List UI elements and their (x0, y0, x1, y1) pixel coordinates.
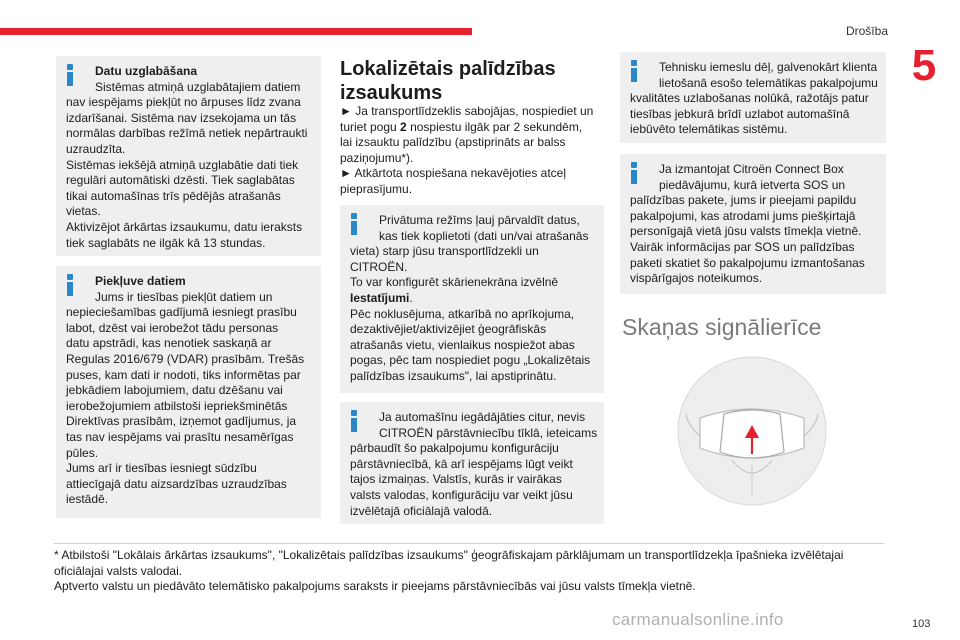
info-icon (66, 64, 74, 84)
text-line: tikai automašīnas trīs pēdējās atrašanās (66, 188, 281, 203)
info-icon (66, 274, 74, 294)
header-accent-bar (0, 28, 472, 35)
text-line: vieta) starp jūsu transportlīdzekli un (350, 244, 539, 259)
text-line: attiecīgajā datu aizsardzības uzraudzības (66, 476, 287, 491)
text-line: pārbaudīt šo pakalpojumu konfigurāciju (350, 441, 559, 456)
heading-horn: Skaņas signālierīce (622, 314, 822, 340)
text-line: uzraudzīta. (66, 141, 126, 156)
text-line: Regulas 2016/679 (VDAR) prasībām. Trešās (66, 351, 305, 366)
text-line: tajos izmaiņas. Valstīs, kurās ir vairākas (350, 472, 562, 487)
text-line: normālas darbības režīmā netiek nepārtraukti (66, 126, 308, 141)
info-box-data-access (56, 266, 321, 518)
info-icon (630, 162, 638, 182)
text-line: Tehnisku iemeslu dēļ, galvenokārt klienta (659, 60, 878, 74)
text-line: puses, kam dati ir nodoti, tiks informētas par (66, 367, 301, 382)
text-line: Privātuma režīms ļauj pārvaldīt datus, (379, 213, 580, 227)
text-line: personīgajā vietā jūsu valsts tīmekļa vietnē. (630, 224, 862, 239)
text-line: pogas, pēc tam nospiediet pogu „Lokalizētais (350, 353, 591, 368)
box-title: Piekļuve datiem (95, 274, 186, 288)
info-box-privacy-mode (340, 205, 604, 393)
text-line: tas nav iespējams vai prasītu nesamērīgas (66, 429, 294, 444)
text-line: piedāvājumu, kurā ietverta SOS un (659, 177, 846, 192)
text-line: pakalpojumi, kas atrodami jums piešķirtajā (630, 208, 856, 223)
text-line: regulāri automātiski dzēsti. Tiek saglabātas (66, 173, 295, 188)
text-line: pārstāvniecībā, kā arī iespējams lūgt veikt (350, 456, 573, 471)
text-line: Direktīvas prasībām, izņemot gadījumus, ja (66, 414, 297, 429)
text-line: Aktivizējot ārkārtas izsaukumu, datu ieraksts (66, 219, 303, 234)
heading-line: izsaukums (340, 82, 443, 104)
text-line: atrašanās vietu, vienlaikus nospiežot abas (350, 337, 575, 352)
text-line: ► Ja transportlīdzeklis sabojājas, nospiediet un (340, 104, 594, 118)
text-line: lai izsauktu palīdzību (apstiprināts ar balss (340, 135, 566, 150)
text-line: Jums arī ir tiesības iesniegt sūdzību (66, 461, 257, 476)
info-box-purchased-elsewhere (340, 402, 604, 524)
text-line: CITROËN pārstāvniecību tīklā, ieteicams (379, 425, 598, 440)
text-line: kas tiek koplietoti (dati un/vai atrašanās (379, 228, 589, 243)
text-line: To var konfigurēt skārienekrāna izvēlnē (350, 275, 559, 290)
assistance-instructions (340, 104, 605, 198)
text-line: tiesības jebkurā brīdī uzlabot automašīnā (630, 106, 850, 121)
text-line (340, 120, 605, 136)
text-line: nepieciešamības gadījumā iesniegt prasību (66, 305, 297, 320)
footnote-divider (54, 543, 884, 544)
text-line: vietas. (66, 204, 101, 219)
text-line: labot, dzēst vai ierobežot tādu personas (66, 320, 279, 335)
text-line: lietošanā esošo telemātikas pakalpojumu (659, 75, 878, 90)
text-line: dezaktivējiet/aktivizējiet ģeogrāfiskās (350, 322, 547, 337)
text-line: Sistēmas iekšējā atmiņā uzglabātie dati tiek (66, 157, 299, 172)
text-line: pieprasījumu. (340, 181, 413, 196)
text-line: palīdzības pakete, jums ir pieejami papildu (630, 193, 857, 208)
text-line: ► Atkārtota nospiešana nekavējoties atceļ (340, 166, 567, 181)
info-box-connect-box (620, 154, 886, 294)
section-title: Drošība (845, 24, 888, 38)
text-line: Sistēmas atmiņā uzglabātajiem datiem (95, 79, 301, 94)
text-line: Jums ir tiesības piekļūt datiem un (95, 289, 273, 304)
text-line: kvalitātes uzlabošanas nolūkā, ražotājs patur (630, 91, 869, 106)
text-line: vispārīgajos noteikumos. (630, 271, 763, 286)
chapter-number: 5 (911, 41, 937, 90)
text-line: tiek saglabāts ne ilgāk kā 13 stundas. (66, 235, 266, 250)
steering-wheel-horn-illustration (672, 356, 832, 506)
footnote-line: oficiālajai valsts valodai. (54, 563, 183, 578)
info-icon (630, 60, 638, 80)
page-number: 103 (912, 618, 931, 630)
button-number: 2 (400, 119, 407, 134)
text-line: Ja izmantojat Citroën Connect Box (659, 162, 844, 176)
footnote-line: Aptverto valstu un piedāvāto telemātisko pakalpojums saraksts ir pieejams pārstāvniecībās vai jūsu valsts tīmekļa vietnē. (54, 579, 696, 594)
heading-line: Lokalizētais palīdzības (340, 58, 556, 80)
text-line: paziņojumu*). (340, 150, 414, 165)
text-line: Vairāk informācijas par SOS un palīdzības (630, 239, 855, 254)
text-fragment: nospiestu ilgāk par 2 sekundēm, (406, 119, 583, 134)
info-icon (350, 410, 358, 430)
box-title: Datu uzglabāšana (95, 64, 198, 78)
text-line: Iestatījumi. (350, 290, 413, 305)
footnote-line: * Atbilstoši "Lokālais ārkārtas izsaukums", "Lokalizētais palīdzības izsaukums" ģeogrāfiskajam pārklājumam un transportlīdzekļa īpašnieka izvēlētajai (54, 548, 844, 562)
menu-name: Iestatījumi (350, 290, 410, 305)
text-line: pūles. (66, 445, 99, 460)
info-box-data-storage (56, 56, 321, 256)
text-line: iestādē. (66, 492, 109, 507)
text-line: izvēlētajā oficiālajā valodā. (350, 503, 493, 518)
text-line: CITROËN. (350, 259, 408, 274)
text-line: palīdzības izsaukums", lai apstiprinātu. (350, 368, 557, 383)
info-icon (350, 213, 358, 233)
text-line: jebkādiem labojumiem, datu dzēšanu vai (66, 383, 283, 398)
text-line: ierobežojumiem atbilstoši iepriekšminētās (66, 398, 288, 413)
text-line: Ja automašīnu iegādājāties citur, nevis (379, 410, 586, 424)
watermark: carmanualsonline.info (612, 610, 784, 629)
text-line: nav iespējams piekļūt no ārpuses līdz zvana (66, 95, 301, 110)
text-line: paketi skatiet šo pakalpojumu izmantošanas (630, 255, 865, 270)
text-line: valsts valodas, konfigurāciju var veikt jūsu (350, 487, 573, 502)
text-line: iebūvēto telemātikas sistēmu. (630, 122, 788, 137)
text-line: datu apstrādi, kas nenotiek saskaņā ar (66, 336, 272, 351)
text-fragment: turiet pogu (340, 119, 401, 134)
heading-localized-assistance (340, 57, 556, 105)
text-line: izdarīšanai. Sistēma nav izsekojama un tās (66, 110, 297, 125)
footnote (54, 548, 914, 595)
text-line: Pēc noklusējuma, atkarībā no aprīkojuma, (350, 306, 575, 321)
info-box-technical-reasons (620, 52, 886, 143)
